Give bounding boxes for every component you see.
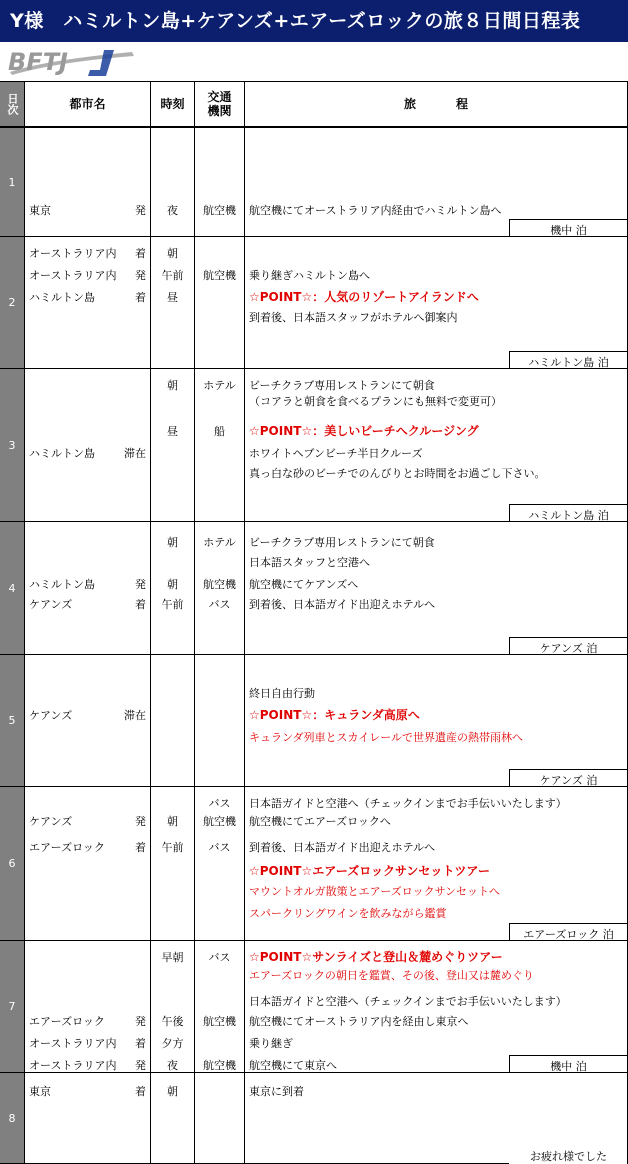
city-name: ハミルトン島 xyxy=(29,291,95,304)
day-number: 2 xyxy=(0,237,24,368)
day-number: 4 xyxy=(0,522,24,654)
itinerary-text: 真っ白な砂のビーチでのんびりとお時間をお過ごし下さい。 xyxy=(249,467,546,480)
city-action: 発 xyxy=(135,204,146,217)
day-row xyxy=(0,1073,628,1164)
transport-value: 船 xyxy=(214,425,225,438)
transport-cell xyxy=(194,237,244,368)
city-action: 着 xyxy=(135,598,146,611)
itinerary-cell xyxy=(244,655,628,786)
transport-value: 航空機 xyxy=(203,815,236,828)
time-value: 朝 xyxy=(167,1085,178,1098)
time-value: 午前 xyxy=(161,841,184,854)
time-value: 午前 xyxy=(161,598,184,611)
time-value: 早朝 xyxy=(161,951,184,964)
header-itinerary: 旅程 xyxy=(244,82,628,126)
itinerary-text: ホワイトヘブンビーチ半日クルーズ xyxy=(249,447,423,460)
time-cell xyxy=(150,369,194,521)
itinerary-text: 日本語ガイドと空港へ（チェックインまでお手伝いいたします） xyxy=(249,995,567,1008)
itinerary-text: 日本語スタッフと空港へ xyxy=(249,556,370,569)
transport-cell xyxy=(194,941,244,1072)
city-cell xyxy=(24,655,150,786)
header-day: 日次 xyxy=(0,82,24,126)
itinerary-cell xyxy=(244,128,628,236)
city-name: ケアンズ xyxy=(29,598,73,611)
transport-value: ホテル xyxy=(203,536,236,549)
city-action: 着 xyxy=(135,1037,146,1050)
time-value: 午前 xyxy=(161,269,184,282)
transport-value: バス xyxy=(208,598,231,611)
city-name: ハミルトン島 xyxy=(29,578,95,591)
time-cell xyxy=(150,522,194,654)
itinerary-text: 到着後、日本語ガイド出迎えホテルへ xyxy=(249,598,436,611)
transport-value: 航空機 xyxy=(203,578,236,591)
header-time: 時刻 xyxy=(150,82,194,126)
table-header xyxy=(0,82,628,128)
itinerary-note: マウントオルガ散策とエアーズロックサンセットへ xyxy=(249,885,501,898)
point-highlight: ☆POINT☆：美しいビーチへクルージング xyxy=(249,424,479,438)
city-cell xyxy=(24,941,150,1072)
stay-label: ケアンズ 泊 xyxy=(509,637,627,655)
time-value: 朝 xyxy=(167,815,178,828)
time-value: 朝 xyxy=(167,379,178,392)
day-number: 1 xyxy=(0,128,24,236)
time-cell xyxy=(150,787,194,940)
city-name: オーストラリア内 xyxy=(29,1037,117,1050)
city-action: 滞在 xyxy=(124,709,146,722)
stay-label: お疲れ様でした xyxy=(509,1146,627,1164)
day-row xyxy=(0,128,628,237)
time-cell xyxy=(150,128,194,236)
transport-value: 航空機 xyxy=(203,1059,236,1072)
city-cell xyxy=(24,787,150,940)
transport-cell xyxy=(194,1073,244,1163)
day-number: 6 xyxy=(0,787,24,940)
page-title: Y様 ハミルトン島+ケアンズ+エアーズロックの旅８日間日程表 xyxy=(0,0,628,42)
transport-value: ホテル xyxy=(203,379,236,392)
itinerary-text: 日本語ガイドと空港へ（チェックインまでお手伝いいたします） xyxy=(249,797,567,810)
point-highlight: ☆POINT☆エアーズロックサンセットツアー xyxy=(249,864,491,878)
stay-label: ケアンズ 泊 xyxy=(509,769,627,787)
itinerary-note: キュランダ列車とスカイレールで世界遺産の熱帯雨林へ xyxy=(249,731,524,744)
day-number: 5 xyxy=(0,655,24,786)
city-action: 発 xyxy=(135,1015,146,1028)
time-cell xyxy=(150,941,194,1072)
city-action: 着 xyxy=(135,841,146,854)
day-row xyxy=(0,655,628,787)
time-value: 朝 xyxy=(167,536,178,549)
itinerary-text: 到着後、日本語ガイド出迎えホテルへ xyxy=(249,841,436,854)
transport-cell xyxy=(194,522,244,654)
transport-value: 航空機 xyxy=(203,1015,236,1028)
city-action: 発 xyxy=(135,1059,146,1072)
itinerary-cell xyxy=(244,237,628,368)
transport-cell xyxy=(194,369,244,521)
city-name: オーストラリア内 xyxy=(29,269,117,282)
itinerary-note: スパークリングワインを飲みながら鑑賞 xyxy=(249,907,447,920)
day-row xyxy=(0,237,628,369)
city-cell xyxy=(24,369,150,521)
day-number: 3 xyxy=(0,369,24,521)
itinerary-text: 乗り継ぎハミルトン島へ xyxy=(249,269,370,282)
transport-cell xyxy=(194,655,244,786)
stay-label: エアーズロック 泊 xyxy=(509,923,627,941)
city-action: 着 xyxy=(135,1085,146,1098)
logo-row xyxy=(0,42,628,82)
itinerary-cell xyxy=(244,522,628,654)
city-cell xyxy=(24,237,150,368)
point-highlight: ☆POINT☆：キュランダ高原へ xyxy=(249,708,420,722)
point-highlight: ☆POINT☆：人気のリゾートアイランドへ xyxy=(249,290,479,304)
city-name: 東京 xyxy=(29,1085,51,1098)
city-name: オーストラリア内 xyxy=(29,247,117,260)
stay-label: 機中 泊 xyxy=(509,219,627,237)
time-value: 昼 xyxy=(167,291,178,304)
itinerary-cell xyxy=(244,369,628,521)
day-number: 7 xyxy=(0,941,24,1072)
itinerary-text: 航空機にて東京へ xyxy=(249,1059,337,1072)
city-cell xyxy=(24,128,150,236)
city-name: エアーズロック xyxy=(29,841,105,854)
itinerary-text: 航空機にてエアーズロックへ xyxy=(249,815,391,828)
transport-value: バス xyxy=(208,797,231,810)
city-action: 発 xyxy=(135,269,146,282)
itinerary-text: 東京に到着 xyxy=(249,1085,304,1098)
itinerary-text: 終日自由行動 xyxy=(249,687,315,700)
city-name: 東京 xyxy=(29,204,51,217)
city-name: ケアンズ xyxy=(29,815,73,828)
time-value: 昼 xyxy=(167,425,178,438)
city-action: 着 xyxy=(135,291,146,304)
itinerary-text: （コアラと朝食を食べるプランにも無料で変更可） xyxy=(249,395,502,408)
city-name: エアーズロック xyxy=(29,1015,105,1028)
itinerary-cell xyxy=(244,787,628,940)
itinerary-text: 航空機にてオーストラリア内経由でハミルトン島へ xyxy=(249,204,502,217)
time-value: 朝 xyxy=(167,578,178,591)
city-action: 着 xyxy=(135,247,146,260)
time-cell xyxy=(150,1073,194,1163)
time-value: 夜 xyxy=(167,1059,178,1072)
day-row xyxy=(0,369,628,522)
itinerary-note: エアーズロックの朝日を鑑賞、その後、登山又は麓めぐり xyxy=(249,969,534,982)
city-action: 滞在 xyxy=(124,447,146,460)
city-name: オーストラリア内 xyxy=(29,1059,117,1072)
header-transport: 交通機関 xyxy=(194,82,244,126)
itinerary-text: ビーチクラブ専用レストランにて朝食 xyxy=(249,536,435,549)
itinerary-text: ビーチクラブ専用レストランにて朝食 xyxy=(249,379,435,392)
transport-value: バス xyxy=(208,841,231,854)
time-cell xyxy=(150,237,194,368)
transport-value: バス xyxy=(208,951,231,964)
transport-value: 航空機 xyxy=(203,269,236,282)
time-value: 夜 xyxy=(167,204,178,217)
day-row xyxy=(0,787,628,941)
itinerary-text: 到着後、日本語スタッフがホテルへ御案内 xyxy=(249,311,458,324)
itinerary-text: 航空機にてオーストラリア内を経由し東京へ xyxy=(249,1015,469,1028)
itinerary-cell xyxy=(244,941,628,1072)
city-cell xyxy=(24,1073,150,1163)
time-value: 朝 xyxy=(167,247,178,260)
stay-label: ハミルトン島 泊 xyxy=(509,504,627,522)
company-logo xyxy=(6,46,136,78)
time-value: 夕方 xyxy=(161,1037,184,1050)
city-name: ケアンズ xyxy=(29,709,73,722)
transport-value: 航空機 xyxy=(203,204,236,217)
city-action: 発 xyxy=(135,578,146,591)
itinerary-text: 航空機にてケアンズへ xyxy=(249,578,359,591)
point-highlight: ☆POINT☆サンライズと登山＆麓めぐりツアー xyxy=(249,950,503,964)
city-cell xyxy=(24,522,150,654)
day-row xyxy=(0,941,628,1073)
logo-text: BFTJ xyxy=(8,48,68,76)
time-value: 午後 xyxy=(161,1015,184,1028)
transport-cell xyxy=(194,787,244,940)
itinerary-text: 乗り継ぎ xyxy=(249,1037,293,1050)
city-name: ハミルトン島 xyxy=(29,447,95,460)
day-number: 8 xyxy=(0,1073,24,1163)
itinerary-cell xyxy=(244,1073,628,1163)
day-row xyxy=(0,522,628,655)
transport-cell xyxy=(194,128,244,236)
city-action: 発 xyxy=(135,815,146,828)
header-city: 都市名 xyxy=(24,82,150,126)
stay-label: 機中 泊 xyxy=(509,1055,627,1073)
stay-label: ハミルトン島 泊 xyxy=(509,351,627,369)
time-cell xyxy=(150,655,194,786)
